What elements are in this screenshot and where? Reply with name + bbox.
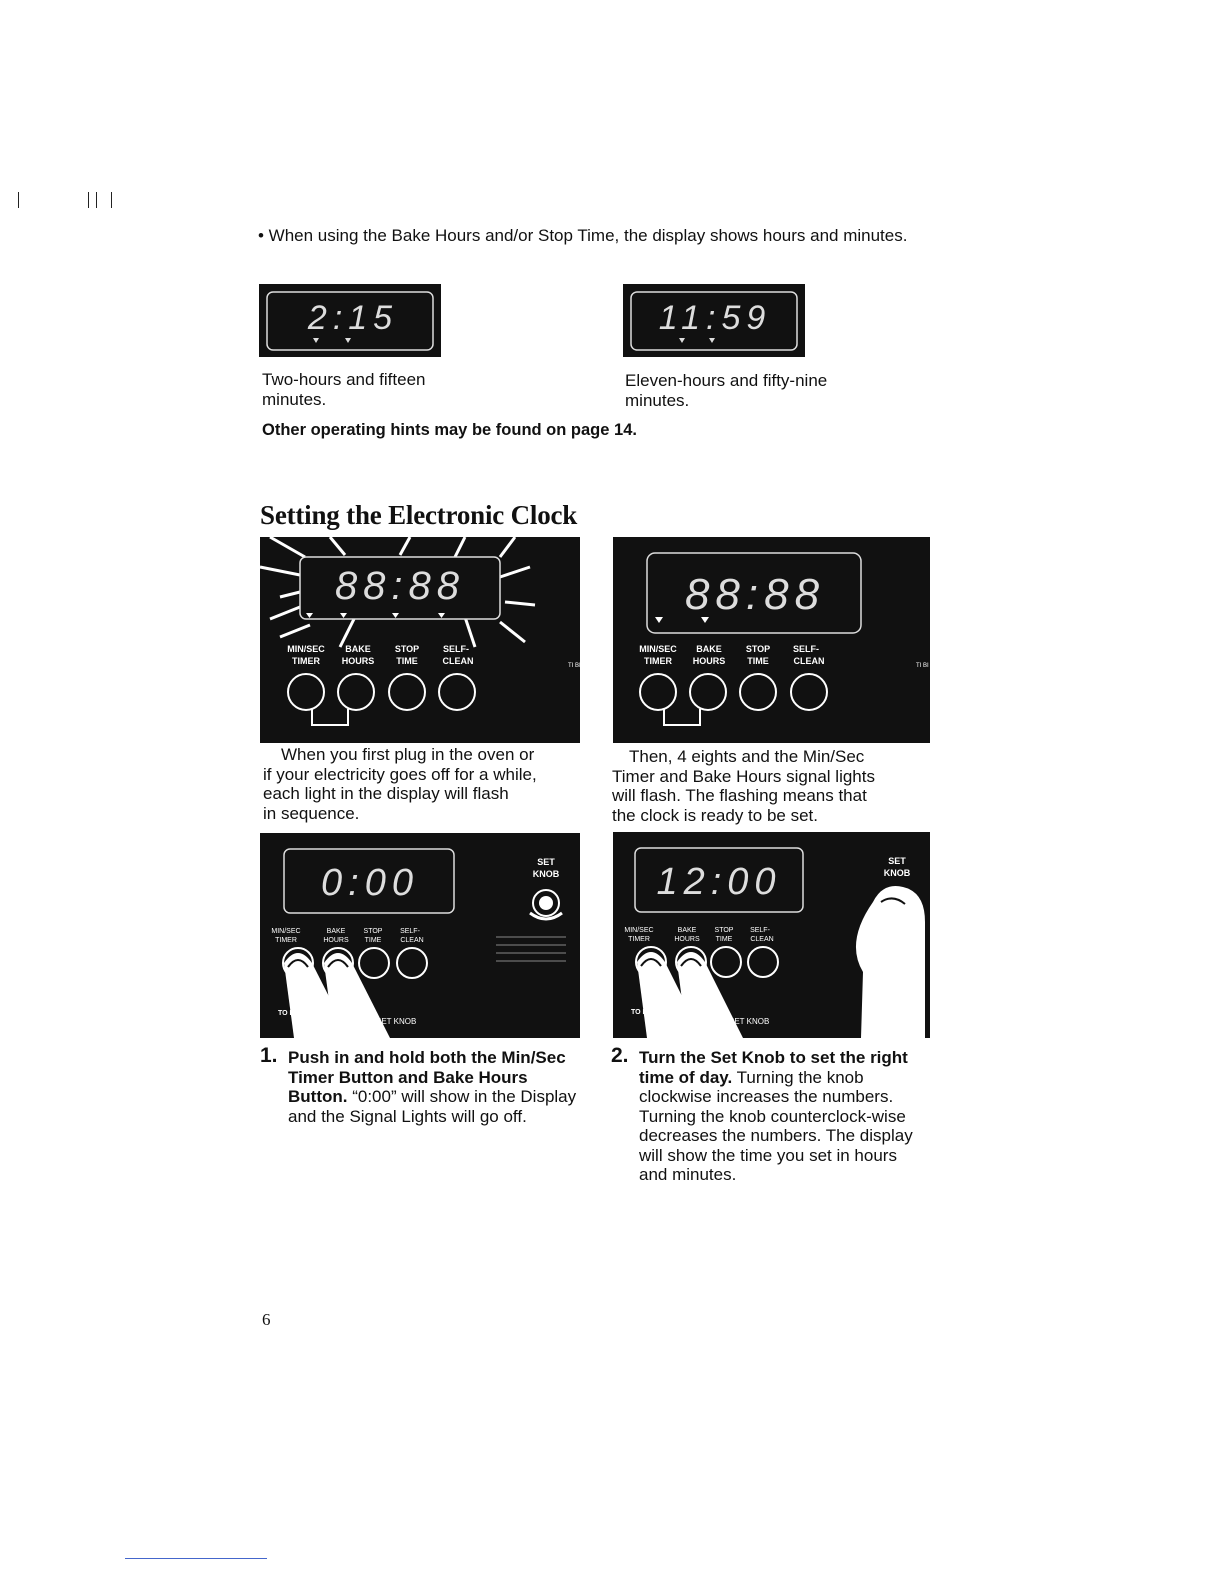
caption-eleven-fiftynine [625,371,827,410]
min-sec-label: MIN/SEC [639,644,677,654]
step-2-bold: Turn the Set Knob to set the right time of day. [639,1048,908,1087]
caption-line: Eleven-hours and fifty-nine [625,371,828,390]
bake-label: BAKE [326,928,346,935]
step-2-number: 2. [611,1044,629,1067]
time-label: TIME [396,656,418,666]
step-1-text [288,1048,578,1126]
step-1-rest: “0:00” will show in the Display and the Signal Lights will go off. [288,1087,577,1126]
side-text: TI BI TI TI [916,663,943,669]
stop-label: STOP [745,644,771,654]
set-knob-caption: SET KNOB [729,1017,770,1026]
time-label: TIME [747,656,769,666]
step-2-text [639,1048,929,1185]
caption-line: if your electricity goes off for a while, [263,764,537,784]
display-digits: 0:00 [321,862,419,904]
caption-panel-2 [612,747,875,825]
stop-label: STOP [394,644,420,654]
time-label: TIME [364,937,382,944]
display-digits: 88:88 [334,564,466,608]
set-label: SET [537,857,555,867]
display-digits: 11:59 [658,299,772,337]
caption-line: in sequence. [263,803,360,823]
self-label: SELF- [400,928,420,935]
self-label: SELF- [793,644,819,654]
page-number: 6 [262,1310,271,1329]
bake-label: BAKE [677,927,697,934]
operating-hints-note: Other operating hints may be found on page 14. [262,421,637,439]
step-1-number: 1. [260,1044,278,1067]
timer-label: TIMER [644,656,672,666]
caption-line: minutes. [262,389,327,409]
caption-line: each light in the display will flash [263,784,509,803]
min-sec-label: MIN/SEC [287,644,325,654]
timer-label: TIMER [275,937,297,944]
set-knob-caption: SET KNOB [376,1017,417,1026]
to-pre-label: TO PRE [278,1010,304,1017]
display-digits: 88:88 [684,570,826,619]
bake-label: BAKE [696,644,722,654]
caption-panel-1 [263,745,537,823]
display-digits: 12:00 [656,861,782,903]
knob-label: KNOB [883,868,911,878]
bullet-text: • When using the Bake Hours and/or Stop Time, the display shows hours and minutes. [258,226,908,245]
display-eleven-fiftynine [623,284,805,357]
footer-rule [125,1558,267,1559]
caption-line: When you first plug in the oven or [281,745,535,764]
step-2-rest: Turning the knob clockwise increases the numbers. Turning the knob counterclock-wise decreases the numbers. The display will show the time you set in hours and minutes. [639,1067,913,1184]
stop-label: STOP [714,927,734,934]
stop-label: STOP [363,928,383,935]
panel-flashing-display [260,537,595,743]
hours-label: HOURS [323,937,349,944]
caption-line: Then, 4 eights and the Min/Sec [629,747,865,766]
time-label: TIME [715,936,733,943]
set-label: SET [888,856,906,866]
min-sec-label: MIN/SEC [271,928,301,935]
side-text: TI BI TI TI [568,663,595,669]
clean-label: CLEAN [400,937,424,944]
min-sec-label: MIN/SEC [624,927,654,934]
self-label: SELF- [443,644,469,654]
caption-line: will flash. The flashing means that [612,786,867,805]
display-digits: 2:15 [307,299,399,337]
caption-line: Timer and Bake Hours signal lights [612,766,875,786]
timer-label: TIMER [292,656,320,666]
step-1-bold: Push in and hold both the Min/Sec Timer Button and Bake Hours Button. [288,1048,566,1106]
clean-label: CLEAN [442,656,474,666]
knob-label: KNOB [532,869,560,879]
timer-label: TIMER [628,936,650,943]
clean-label: CLEAN [793,656,825,666]
self-label: SELF- [750,927,770,934]
panel-four-eights [613,537,943,743]
section-heading: Setting the Electronic Clock [260,500,578,530]
caption-line: minutes. [625,390,690,410]
caption-line: the clock is ready to be set. [612,805,818,825]
caption-two-fifteen [262,370,425,409]
to-pre-label: TO PRE [631,1009,657,1016]
bake-label: BAKE [345,644,371,654]
panel-zero-display [260,833,580,1038]
caption-line: Two-hours and fifteen [262,370,426,389]
hours-label: HOURS [674,936,700,943]
clean-label: CLEAN [750,936,774,943]
hours-label: HOURS [341,656,375,666]
display-two-fifteen [259,284,441,357]
panel-twelve-display [613,832,930,1038]
hours-label: HOURS [692,656,726,666]
